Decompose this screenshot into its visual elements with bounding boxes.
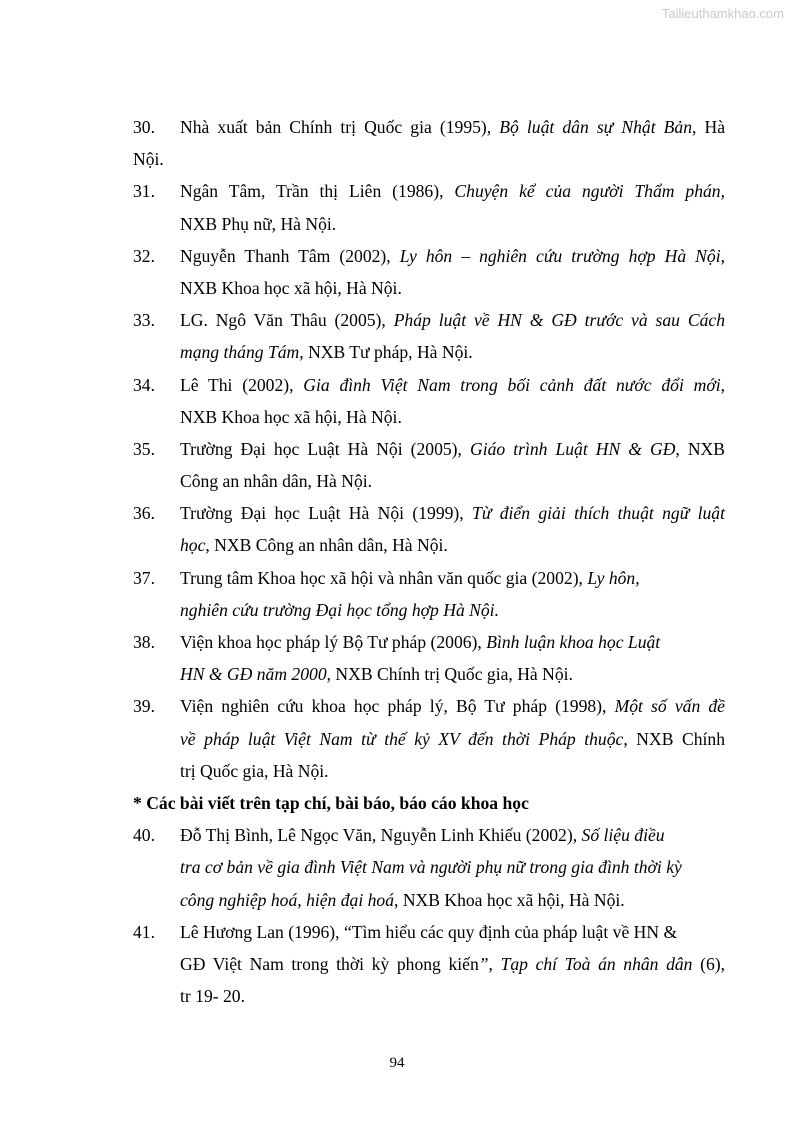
italic-title: Từ điển giải thích thuật ngữ luật	[472, 503, 725, 524]
reference-entry-continuation	[133, 596, 725, 628]
text-segment: GĐ Việt Nam trong thời kỳ phong kiến	[180, 953, 479, 974]
reference-text	[180, 757, 725, 785]
text-segment: ,	[488, 953, 501, 974]
reference-text	[180, 564, 725, 592]
text-segment: ,	[720, 374, 725, 395]
section-heading: * Các bài viết trên tạp chí, bài báo, báo cáo khoa học	[133, 792, 529, 813]
reference-text	[180, 274, 725, 302]
reference-entry	[133, 306, 725, 338]
reference-text	[180, 886, 725, 914]
reference-entry-continuation	[133, 757, 725, 789]
reference-number: 39.	[133, 696, 155, 717]
reference-entry	[133, 499, 725, 531]
reference-entry	[133, 692, 725, 724]
reference-text	[180, 242, 725, 270]
reference-number: 33.	[133, 310, 155, 331]
reference-entry	[133, 435, 725, 467]
text-segment: Đỗ Thị Bình, Lê Ngọc Văn, Nguyễn Linh Khiếu (2002),	[180, 825, 582, 846]
reference-number: 40.	[133, 825, 155, 846]
reference-text	[180, 950, 725, 978]
text-segment: Viện khoa học pháp lý Bộ Tư pháp (2006),	[180, 632, 487, 652]
reference-number: 38.	[133, 632, 155, 652]
reference-entry-continuation	[133, 886, 725, 918]
text-segment: NXB Khoa học xã hội, Hà Nội.	[180, 277, 402, 298]
reference-text	[180, 435, 725, 463]
reference-entry-continuation	[133, 210, 725, 242]
text-segment: (6),	[692, 953, 726, 974]
reference-entry-continuation	[133, 274, 725, 306]
text-segment: Trường Đại học Luật Hà Nội (2005),	[180, 438, 470, 459]
reference-entry	[133, 564, 725, 596]
text-segment: NXB Phụ nữ, Hà Nội.	[180, 213, 337, 234]
reference-entry	[133, 242, 725, 274]
italic-title: Bình luận khoa học Luật	[486, 632, 661, 652]
reference-text	[133, 145, 725, 173]
text-segment: Trung tâm Khoa học xã hội và nhân văn quốc gia (2002),	[180, 567, 588, 588]
reference-text	[180, 660, 725, 688]
italic-title: Một số vấn đề	[614, 696, 725, 717]
reference-text	[180, 596, 725, 624]
italic-title: nghiên cứu trường Đại học tổng hợp Hà Nội.	[180, 599, 499, 620]
italic-title: học	[180, 535, 206, 556]
italic-title: công nghiệp hoá, hiện đại hoá	[180, 889, 395, 910]
reference-entry	[133, 628, 725, 660]
reference-text	[180, 403, 725, 431]
italic-title: Số liệu điều	[581, 825, 665, 846]
text-segment: Công an nhân dân, Hà Nội.	[180, 471, 373, 492]
reference-text	[180, 306, 725, 334]
reference-text	[180, 628, 725, 656]
reference-text	[180, 210, 725, 238]
reference-entry-continuation	[133, 467, 725, 499]
text-segment: ,	[720, 245, 725, 266]
reference-text	[180, 982, 725, 1010]
reference-text	[180, 918, 725, 946]
text-segment: , NXB Khoa học xã hội, Hà Nội.	[394, 889, 625, 910]
reference-number: 32.	[133, 245, 155, 266]
reference-text	[180, 371, 725, 399]
reference-text	[180, 177, 725, 205]
italic-title: Tạp chí Toà án nhân dân	[500, 953, 693, 974]
reference-text	[180, 531, 725, 559]
text-segment: , NXB Công an nhân dân, Hà Nội.	[205, 535, 448, 556]
reference-number: 34.	[133, 374, 155, 395]
reference-number: 31.	[133, 181, 155, 202]
text-segment: Nội.	[133, 149, 164, 170]
reference-text	[180, 692, 725, 720]
reference-entry-continuation	[133, 950, 725, 982]
text-segment: Nhà xuất bản Chính trị Quốc gia (1995),	[180, 117, 500, 137]
text-segment: Trường Đại học Luật Hà Nội (1999),	[180, 503, 473, 524]
page-number: 94	[389, 1055, 405, 1071]
reference-entry	[133, 371, 725, 403]
text-segment: , NXB Chính	[623, 728, 725, 749]
italic-title: tra cơ bản về gia đình Việt Nam và người phụ nữ trong gia đình thời kỳ	[180, 857, 682, 878]
reference-number: 36.	[133, 503, 155, 524]
reference-text	[180, 499, 725, 527]
reference-list	[133, 113, 725, 1014]
text-segment: trị Quốc gia, Hà Nội.	[180, 760, 329, 781]
reference-entry	[133, 177, 725, 209]
reference-entry-continuation	[133, 145, 725, 177]
text-segment: LG. Ngô Văn Thâu (2005),	[180, 310, 394, 331]
reference-entry-continuation	[133, 338, 725, 370]
italic-title: ”	[478, 953, 489, 974]
italic-title: Ly hôn – nghiên cứu trường hợp Hà Nội	[399, 245, 721, 266]
reference-text	[180, 467, 725, 495]
reference-entry	[133, 821, 725, 853]
reference-text	[180, 725, 725, 753]
text-segment: Ngân Tâm, Trần thị Liên (1986),	[180, 181, 455, 202]
text-segment: , Hà	[692, 117, 726, 137]
reference-entry	[133, 918, 725, 950]
italic-title: Bộ luật dân sự Nhật Bản	[499, 117, 693, 137]
reference-entry-continuation	[133, 725, 725, 757]
reference-number: 37.	[133, 567, 155, 588]
reference-text	[180, 338, 725, 366]
reference-entry-continuation	[133, 531, 725, 563]
reference-text	[180, 113, 725, 141]
reference-entry-continuation	[133, 982, 725, 1014]
italic-title: Gia đình Việt Nam trong bối cảnh đất nước đổi mới	[303, 374, 721, 395]
reference-entry	[133, 113, 725, 145]
italic-title: Pháp luật về HN & GĐ trước và sau Cách	[393, 310, 725, 331]
text-segment: , NXB	[675, 438, 725, 459]
italic-title: về pháp luật Việt Nam từ thế kỷ XV đến thời Pháp thuộc	[180, 728, 624, 749]
italic-title: HN & GĐ năm 2000	[180, 664, 327, 685]
watermark: Tailieuthamkhao.com	[661, 6, 784, 21]
italic-title: Chuyện kể của người Thẩm phán,	[454, 181, 725, 202]
italic-title: Ly hôn,	[587, 567, 640, 588]
reference-number: 30.	[133, 117, 155, 137]
reference-entry-continuation	[133, 403, 725, 435]
italic-title: Giáo trình Luật HN & GĐ	[469, 438, 676, 459]
text-segment: NXB Khoa học xã hội, Hà Nội.	[180, 406, 402, 427]
text-segment: tr 19- 20.	[180, 986, 245, 1007]
italic-title: mạng tháng Tám	[180, 342, 300, 363]
reference-number: 35.	[133, 438, 155, 459]
reference-text	[180, 821, 725, 849]
reference-text	[180, 853, 725, 881]
reference-entry-continuation	[133, 660, 725, 692]
text-segment: , NXB Tư pháp, Hà Nội.	[299, 342, 473, 363]
text-segment: Nguyễn Thanh Tâm (2002),	[180, 245, 400, 266]
reference-entry-continuation	[133, 853, 725, 885]
text-segment: Viện nghiên cứu khoa học pháp lý, Bộ Tư pháp (1998),	[180, 696, 615, 717]
text-segment: , NXB Chính trị Quốc gia, Hà Nội.	[326, 664, 573, 685]
reference-number: 41.	[133, 921, 155, 942]
text-segment: Lê Thi (2002),	[180, 374, 304, 395]
text-segment: Lê Hương Lan (1996), “Tìm hiểu các quy định của pháp luật về HN &	[180, 921, 678, 942]
